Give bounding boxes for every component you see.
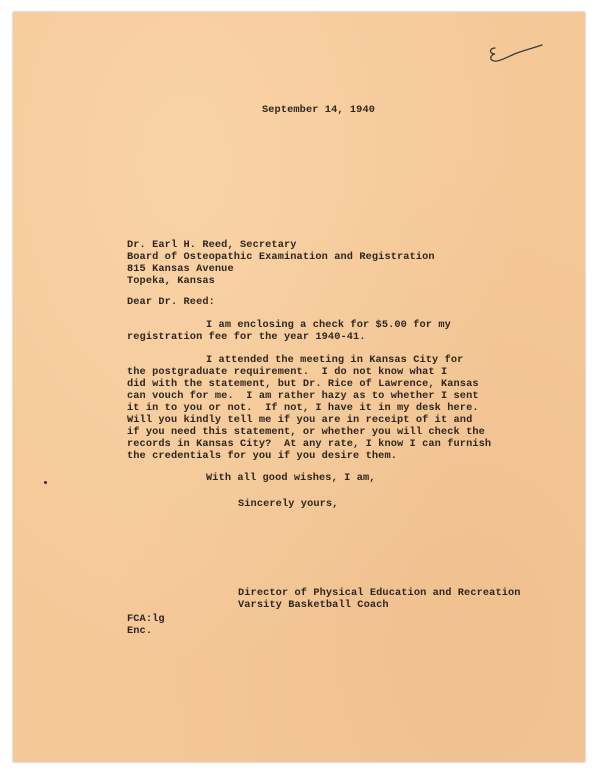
paragraph2-line-1: I attended the meeting in Kansas City for	[206, 354, 464, 366]
salutation: Dear Dr. Reed:	[127, 296, 215, 308]
recipient-line-3: 815 Kansas Avenue	[127, 263, 234, 275]
signature-line-1: Director of Physical Education and Recreation	[238, 587, 521, 599]
paragraph2-line-3: did with the statement, but Dr. Rice of Lawrence, Kansas	[127, 378, 479, 390]
paragraph1-line-2: registration fee for the year 1940-41.	[127, 331, 366, 343]
paragraph2-line-9: the credentials for you if you desire them.	[127, 450, 398, 462]
letter-date: September 14, 1940	[262, 104, 376, 116]
handwritten-mark	[487, 40, 547, 70]
paragraph2-line-5: it in to you or not. If not, I have it in my desk here.	[127, 402, 479, 414]
recipient-line-1: Dr. Earl H. Reed, Secretary	[127, 239, 297, 251]
paragraph1-line-1: I am enclosing a check for $5.00 for my	[206, 319, 451, 331]
typist-initials: FCA:lg	[127, 613, 165, 625]
enclosure-note: Enc.	[127, 625, 153, 637]
recipient-line-2: Board of Osteopathic Examination and Registration	[127, 251, 435, 263]
closing: Sincerely yours,	[238, 498, 339, 510]
signature-line-2: Varsity Basketball Coach	[238, 599, 389, 611]
paragraph3: With all good wishes, I am,	[206, 472, 376, 484]
paper-speck	[44, 481, 47, 484]
paragraph2-line-6: Will you kindly tell me if you are in receipt of it and	[127, 414, 473, 426]
paragraph2-line-4: can vouch for me. I am rather hazy as to whether I sent	[127, 390, 479, 402]
paragraph2-line-7: if you need this statement, or whether you will check the	[127, 426, 485, 438]
paragraph2-line-2: the postgraduate requirement. I do not know what I	[127, 366, 448, 378]
recipient-line-4: Topeka, Kansas	[127, 275, 215, 287]
paragraph2-line-8: records in Kansas City? At any rate, I know I can furnish	[127, 438, 492, 450]
